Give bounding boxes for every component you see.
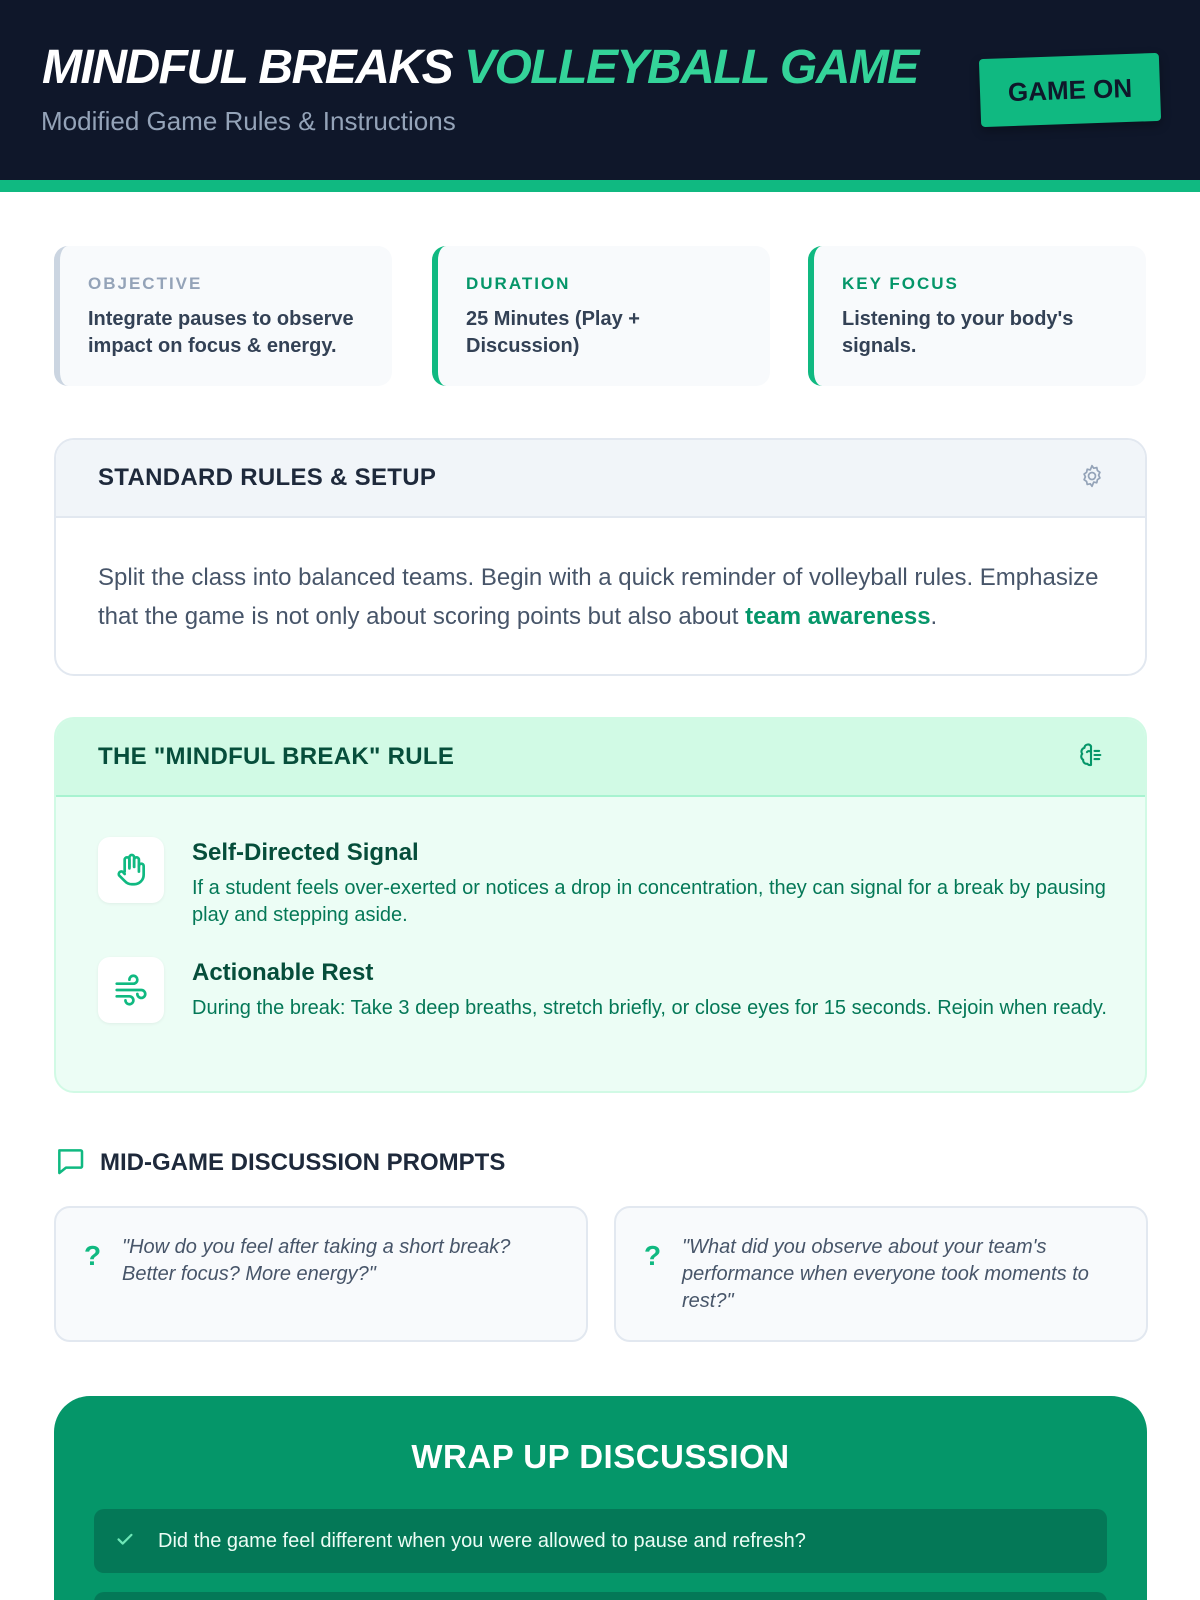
- check-icon: [114, 1528, 136, 1555]
- mindful-break-panel: [54, 717, 1147, 1093]
- standard-rules-header: [56, 440, 1145, 518]
- info-card-value: Integrate pauses to observe impact on focus & energy.: [88, 308, 354, 357]
- wrap-up-panel: [54, 1396, 1147, 1600]
- discussion-prompt-card: [614, 1206, 1148, 1342]
- standard-rules-title: STANDARD RULES & SETUP: [98, 464, 437, 491]
- discussion-section-header: [54, 1146, 505, 1180]
- info-card-key-focus: [808, 246, 1146, 386]
- brain-icon: [1077, 741, 1105, 774]
- info-card-label: DURATION: [466, 274, 571, 293]
- discussion-section-title: MID-GAME DISCUSSION PROMPTS: [100, 1149, 506, 1176]
- rule-description: During the break: Take 3 deep breaths, stretch briefly, or close eyes for 15 seconds. Rejoin when ready.: [192, 997, 1107, 1019]
- standard-rules-text-main: Split the class into balanced teams. Begin with a quick reminder of volleyball rules. Emphasize that the game is not only about scoring points but also about: [98, 564, 1099, 630]
- wrap-up-item-next: [94, 1592, 1107, 1600]
- info-card-label: OBJECTIVE: [88, 274, 203, 293]
- info-card-value: 25 Minutes (Play + Discussion): [466, 308, 640, 357]
- page-header: [0, 0, 1200, 192]
- page-subtitle: Modified Game Rules & Instructions: [41, 106, 456, 136]
- rule-title: Actionable Rest: [192, 959, 374, 986]
- wind-icon: [98, 957, 164, 1023]
- hand-icon: [98, 837, 164, 903]
- question-mark-icon: ?: [84, 1240, 102, 1271]
- mindful-break-header: [56, 719, 1145, 797]
- discussion-prompt-text: "How do you feel after taking a short break? Better focus? More energy?": [122, 1236, 511, 1285]
- title-main: MINDFUL BREAKS: [42, 41, 453, 94]
- wrap-up-item: [94, 1509, 1107, 1573]
- discussion-prompt-text: "What did you observe about your team's performance when everyone took moments to rest?": [682, 1236, 1089, 1312]
- chat-icon: [54, 1145, 86, 1182]
- mindful-break-title: THE "MINDFUL BREAK" RULE: [98, 743, 455, 770]
- title-accent: VOLLEYBALL GAME: [463, 41, 918, 94]
- discussion-prompt-card: [54, 1206, 588, 1342]
- rule-description: If a student feels over-exerted or notices a drop in concentration, they can signal for a break by pausing play and stepping aside.: [192, 877, 1106, 926]
- game-on-badge: GAME ON: [979, 53, 1161, 127]
- info-card-value: Listening to your body's signals.: [842, 308, 1074, 357]
- wrap-up-title: WRAP UP DISCUSSION: [411, 1438, 790, 1475]
- page-title: [42, 40, 918, 95]
- team-awareness-highlight: team awareness: [745, 603, 931, 630]
- standard-rules-text: [56, 518, 1145, 636]
- header-accent-bar: [0, 180, 1200, 192]
- info-card-duration: [432, 246, 770, 386]
- info-card-label: KEY FOCUS: [842, 274, 959, 293]
- standard-rules-text-end: .: [930, 603, 938, 630]
- question-mark-icon: ?: [644, 1240, 662, 1271]
- wrap-up-item-text: Did the game feel different when you were allowed to pause and refresh?: [158, 1529, 806, 1552]
- standard-rules-panel: [54, 438, 1147, 676]
- rule-title: Self-Directed Signal: [192, 839, 419, 866]
- gear-icon: [1079, 463, 1105, 494]
- info-card-objective: [54, 246, 392, 386]
